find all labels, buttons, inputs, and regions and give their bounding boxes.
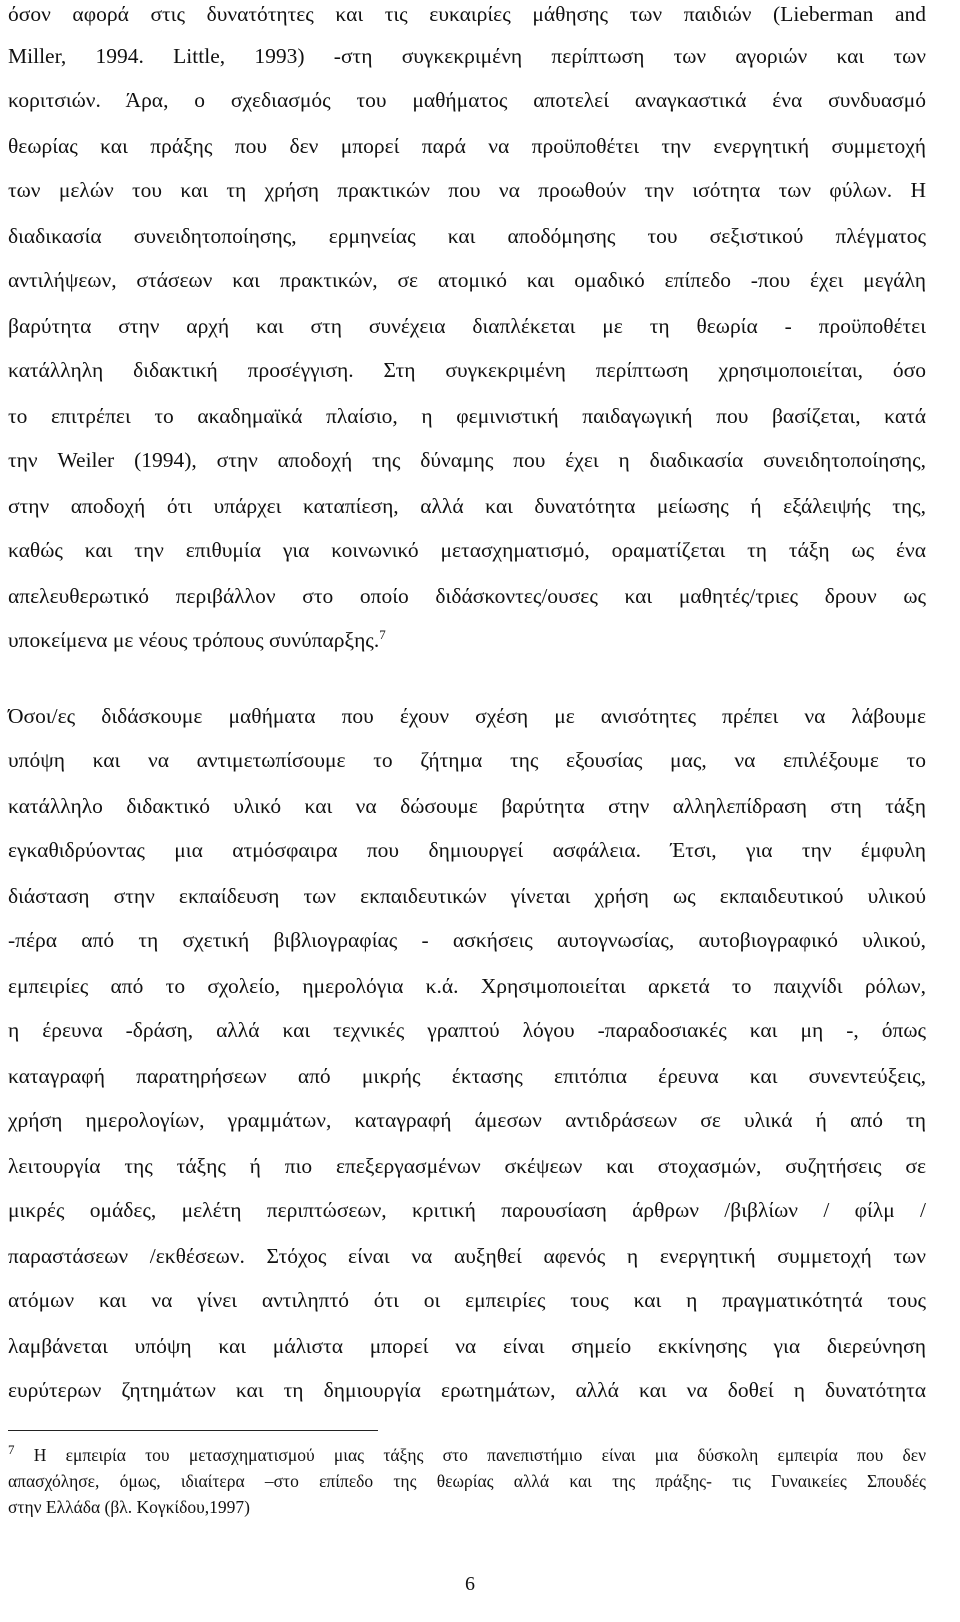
footnote-text: Η εμπειρία του μετασχηματισμού μιας τάξης στο πανεπιστήμιο είναι μια δύσκολη εμπειρία που δεν bbox=[33, 1445, 926, 1465]
text-line: εγκαθιδρύοντας μια ατμόσφαιρα που δημιουργεί ασφάλεια. Έτσι, για την έμφυλη bbox=[8, 838, 926, 862]
text-line: καταγραφή παρατηρήσεων από μικρής έκτασης επιτόπια έρευνα και συνεντεύξεις, bbox=[8, 1064, 926, 1088]
page-number: 6 bbox=[465, 1573, 475, 1595]
text-line: αντιλήψεων, στάσεων και πρακτικών, σε ατομικό και ομαδικό επίπεδο -που έχει μεγάλη bbox=[8, 268, 926, 292]
text-line: όσον αφορά στις δυνατότητες και τις ευκαιρίες μάθησης των παιδιών (Lieberman and bbox=[8, 2, 926, 26]
footnote-separator bbox=[8, 1430, 378, 1431]
text-line: ευρύτερων ζητημάτων και τη δημιουργία ερωτημάτων, αλλά και να δοθεί η δυνατότητα bbox=[8, 1378, 926, 1402]
text-line: κοριτσιών. Άρα, ο σχεδιασμός του μαθήματος αποτελεί αναγκαστικά ένα συνδυασμό bbox=[8, 88, 926, 112]
text-line: παραστάσεων /εκθέσεων. Στόχος είναι να αυξηθεί αφενός η ενεργητική συμμετοχή των bbox=[8, 1244, 926, 1268]
text-line: κατάλληλη διδακτική προσέγγιση. Στη συγκεκριμένη περίπτωση χρησιμοποιείται, όσο bbox=[8, 358, 926, 382]
text-line: λαμβάνεται υπόψη και μάλιστα μπορεί να είναι σημείο εκκίνησης για διερεύνηση bbox=[8, 1334, 926, 1358]
text-line: την Weiler (1994), στην αποδοχή της δύναμης που έχει η διαδικασία συνειδητοποίησης, bbox=[8, 448, 926, 472]
text-line: χρήση ημερολογίων, γραμμάτων, καταγραφή άμεσων αντιδράσεων σε υλικά ή από τη bbox=[8, 1108, 926, 1132]
footnote-line bbox=[8, 1443, 926, 1467]
text-line: διαδικασία συνειδητοποίησης, ερμηνείας και αποδόμησης του σεξιστικού πλέγματος bbox=[8, 224, 926, 248]
text-line: -πέρα από τη σχετική βιβλιογραφίας - ασκήσεις αυτογνωσίας, αυτοβιογραφικό υλικού, bbox=[8, 928, 926, 952]
text-fragment: υποκείμενα με νέους τρόπους συνύπαρξης. bbox=[8, 628, 380, 652]
text-line: η έρευνα -δράση, αλλά και τεχνικές γραπτού λόγου -παραδοσιακές και μη -, όπως bbox=[8, 1018, 926, 1042]
text-line: απελευθερωτικό περιβάλλον στο οποίο διδάσκοντες/ουσες και μαθητές/τριες δρουν ως bbox=[8, 584, 926, 608]
text-line: στην αποδοχή ότι υπάρχει καταπίεση, αλλά και δυνατότητα μείωσης ή εξάλειψής της, bbox=[8, 494, 926, 518]
text-line: θεωρίας και πράξης που δεν μπορεί παρά να προϋποθέτει την ενεργητική συμμετοχή bbox=[8, 134, 926, 158]
text-line: καθώς και την επιθυμία για κοινωνικό μετασχηματισμό, οραματίζεται τη τάξη ως ένα bbox=[8, 538, 926, 562]
text-line: κατάλληλο διδακτικό υλικό και να δώσουμε βαρύτητα στην αλληλεπίδραση στη τάξη bbox=[8, 794, 926, 818]
text-line: εμπειρίες από το σχολείο, ημερολόγια κ.ά. Χρησιμοποιείται αρκετά το παιχνίδι ρόλων, bbox=[8, 974, 926, 998]
text-line: βαρύτητα στην αρχή και στη συνέχεια διαπλέκεται με τη θεωρία - προϋποθέτει bbox=[8, 314, 926, 338]
text-line: Miller, 1994. Little, 1993) -στη συγκεκριμένη περίπτωση των αγοριών και των bbox=[8, 44, 926, 68]
footnote-line: απασχόλησε, όμως, ιδιαίτερα –στο επίπεδο της θεωρίας αλλά και της πράξης- τις Γυναικείες Σπουδές bbox=[8, 1471, 926, 1491]
text-line bbox=[8, 626, 926, 654]
text-line: μικρές ομάδες, μελέτη περιπτώσεων, κριτική παρουσίαση άρθρων /βιβλίων / φίλμ / bbox=[8, 1198, 926, 1222]
text-line: των μελών του και τη χρήση πρακτικών που να προωθούν την ισότητα των φύλων. Η bbox=[8, 178, 926, 202]
text-line: Όσοι/ες διδάσκουμε μαθήματα που έχουν σχέση με ανισότητες πρέπει να λάβουμε bbox=[8, 704, 926, 728]
text-line: διάσταση στην εκπαίδευση των εκπαιδευτικών γίνεται χρήση ως εκπαιδευτικού υλικού bbox=[8, 884, 926, 908]
footnote-reference[interactable]: 7 bbox=[379, 626, 386, 642]
text-line: λειτουργία της τάξης ή πιο επεξεργασμένων σκέψεων και στοχασμών, συζητήσεις σε bbox=[8, 1154, 926, 1178]
text-line: ατόμων και να γίνει αντιληπτό ότι οι εμπειρίες τους και η πραγματικότητά τους bbox=[8, 1288, 926, 1312]
footnote-line: στην Ελλάδα (βλ. Κογκίδου,1997) bbox=[8, 1497, 251, 1517]
text-line: το επιτρέπει το ακαδημαϊκά πλαίσιο, η φεμινιστική παιδαγωγική που βασίζεται, κατά bbox=[8, 404, 926, 428]
footnote-number: 7 bbox=[8, 1442, 15, 1458]
text-line: υπόψη και να αντιμετωπίσουμε το ζήτημα της εξουσίας μας, να επιλέξουμε το bbox=[8, 748, 926, 772]
